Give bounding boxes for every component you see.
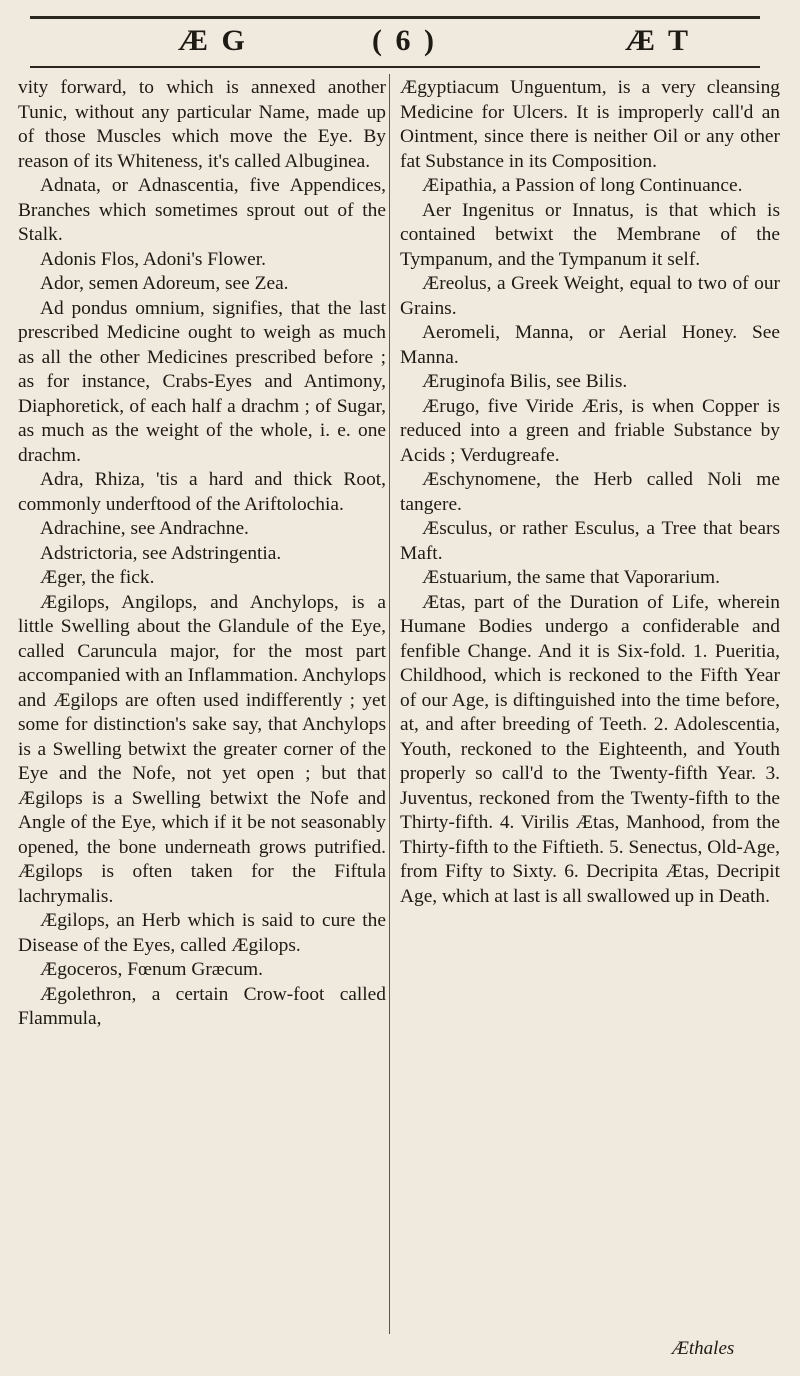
entry: Adra, Rhiza, 'tis a hard and thick Root, commonly underftood of the Ariftolochia. [18,469,386,515]
entry: Æsculus, or rather Esculus, a Tree that bears Maft. [400,518,780,564]
entry: Æruginofa Bilis, see Bilis. [422,371,628,392]
entry: Adonis Flos, Adoni's Flower. [40,248,266,270]
entry: Ad pondus omnium, signifies, that the last prescribed Medicine ought to weigh as much as all the other Medicines prescribed before ; as for instance, Crabs-Eyes and Antimony, Diaphoretick, of each half a drachm ; of Sugar, as much as the weight of the whole, i. e. one drachm. [18,297,386,466]
entry: Adstrictoria, see Adstringentia. [40,542,282,564]
entry: Ægolethron, a certain Crow-foot called Flammula, [18,983,386,1029]
entry: Æschynomene, the Herb called Noli me tangere. [400,469,780,515]
header-rule [30,66,760,68]
entry: Æstuarium, the same that Vaporarium. [422,567,720,588]
entry: vity forward, to which is annexed another Tunic, without any particular Name, made up of those Muscles which move the Eye. By reason of its Whiteness, it's called Albuginea. [18,77,386,172]
header-left: Æ G [178,24,248,57]
entry: Ætas, part of the Duration of Life, wherein Humane Bodies undergo a confiderable and fenfible Change. And it is Six-fold. 1. Pueritia, Childhood, which is reckoned to the Fifth Year of our Age, is diftinguished into the time before, at, and after breeding of Teeth. 2. Adolescentia, Youth, reckoned to the Eighteenth, and Youth properly so call'd to the Twenty-fifth Year. 3. Juventus, reckoned from the Twenty-fifth to the Thirty-fifth. 4. Virilis Ætas, Manhood, from the Thirty-fifth to the Fiftieth. 5. Senectus, Old-Age, from Fifty to Sixty. 6. Decripita Ætas, Decripit Age, which at last is all swallowed up in Death. [400,591,780,907]
entry: Ægilops, Angilops, and Anchylops, is a little Swelling about the Glandule of the Eye, called Caruncula major, for the most part accompanied with an Inflammation. Anchylops and Ægilops are often used indifferently ; yet some for distinction's sake say, that Anchylops is a Swelling betwixt the greater corner of the Eye and the Nofe, not yet open ; but that Ægilops is a Swelling betwixt the Nofe and Angle of the Eye, which if it be not seasonably opened, the bone underneath grows putrified. Ægilops is often taken for the Fiftula lachrymalis. [18,591,386,907]
catchword: Æthales [672,1338,735,1359]
entry: Ægyptiacum Unguentum, is a very cleansing Medicine for Ulcers. It is improperly call'd an Ointment, since there is neither Oil or any other fat Substance in its Composition. [400,77,780,172]
entry: Adrachine, see Andrachne. [40,518,249,539]
entry: Æger, the fick. [40,567,155,588]
entry: Adnata, or Adnascentia, five Appendices, Branches which sometimes sprout out of the Stalk. [18,175,386,245]
right-column [400,76,780,909]
entry: Ador, semen Adoreum, see Zea. [40,273,289,294]
entry: Æipathia, a Passion of long Continuance. [422,175,743,196]
page-header [0,24,800,64]
left-column [18,76,386,1032]
entry: Ærugo, five Viride Æris, is when Copper is reduced into a green and friable Substance by Acids ; Verdugreafe. [400,395,780,466]
entry: Aer Ingenitus or Innatus, is that which is contained betwixt the Membrane of the Tympanum, and the Tympanum it self. [400,199,780,270]
entry: Ægoceros, Fœnum Græcum. [40,959,263,980]
column-divider [389,74,390,1334]
header-right: Æ T [625,24,691,57]
top-rule [30,16,760,19]
entry: Ægilops, an Herb which is said to cure the Disease of the Eyes, called Ægilops. [18,910,386,956]
entry: Æreolus, a Greek Weight, equal to two of our Grains. [400,273,780,319]
entry: Aeromeli, Manna, or Aerial Honey. See Manna. [400,322,780,368]
page-number: ( 6 ) [372,24,437,57]
